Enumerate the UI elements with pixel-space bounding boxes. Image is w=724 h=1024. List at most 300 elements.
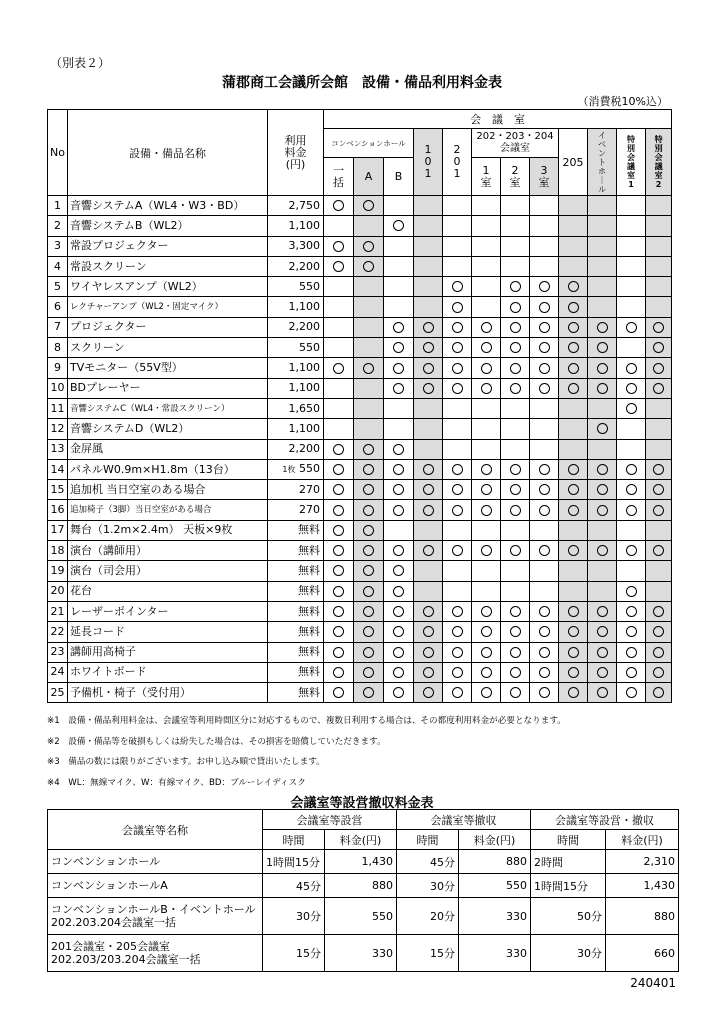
availability-cell — [501, 297, 530, 317]
availability-cell — [324, 581, 354, 601]
availability-cell — [324, 601, 354, 621]
availability-cell — [501, 317, 530, 337]
availability-cell — [354, 581, 384, 601]
available-mark-icon — [653, 505, 664, 516]
available-mark-icon — [653, 687, 664, 698]
availability-cell — [472, 561, 501, 581]
availability-cell — [443, 419, 472, 439]
availability-cell — [414, 256, 443, 276]
both-fee: 880 — [606, 898, 679, 935]
note-1: ※1 設備・備品利用料金は、会議室等利用時間区分に対応するもので、複数日利用する場合は、その都度利用料金が必要となります。 — [47, 716, 566, 726]
row-item-name: 演台（講師用） — [68, 541, 268, 561]
availability-cell — [559, 500, 588, 520]
available-mark-icon — [393, 565, 404, 576]
availability-cell — [559, 459, 588, 479]
row-fee: 無料 — [268, 581, 324, 601]
availability-cell — [530, 541, 559, 561]
availability-cell — [501, 541, 530, 561]
availability-cell — [501, 378, 530, 398]
availability-cell — [646, 398, 672, 418]
availability-cell — [530, 520, 559, 540]
availability-cell — [443, 581, 472, 601]
availability-cell — [501, 480, 530, 500]
availability-cell — [443, 439, 472, 459]
setup-table-title: 会議室等設営撤収料金表 — [290, 796, 434, 811]
availability-cell — [530, 439, 559, 459]
row-item-name: ワイヤレスアンプ（WL2） — [68, 277, 268, 297]
available-mark-icon — [393, 505, 404, 516]
available-mark-icon — [626, 687, 637, 698]
availability-cell — [472, 662, 501, 682]
equipment-row — [48, 277, 672, 297]
availability-cell — [443, 459, 472, 479]
availability-cell — [324, 277, 354, 297]
availability-cell — [501, 601, 530, 621]
availability-cell — [501, 520, 530, 540]
availability-cell — [443, 378, 472, 398]
row-fee: 1,100 — [268, 419, 324, 439]
available-mark-icon — [597, 322, 608, 333]
availability-cell — [414, 419, 443, 439]
available-mark-icon — [626, 505, 637, 516]
availability-cell — [354, 480, 384, 500]
availability-cell — [443, 520, 472, 540]
header-conv-a: A — [354, 158, 384, 196]
availability-cell — [384, 398, 414, 418]
availability-cell — [443, 196, 472, 216]
row-fee: 550 — [268, 338, 324, 358]
row-fee: 無料 — [268, 622, 324, 642]
availability-cell — [384, 683, 414, 703]
availability-cell — [588, 683, 617, 703]
equipment-row — [48, 439, 672, 459]
available-mark-icon — [539, 342, 550, 353]
availability-cell — [530, 277, 559, 297]
availability-cell — [530, 683, 559, 703]
availability-cell — [384, 541, 414, 561]
availability-cell — [384, 662, 414, 682]
available-mark-icon — [481, 647, 492, 658]
available-mark-icon — [626, 626, 637, 637]
available-mark-icon — [452, 363, 463, 374]
available-mark-icon — [626, 545, 637, 556]
availability-cell — [501, 338, 530, 358]
both-time: 50分 — [531, 898, 606, 935]
availability-cell — [384, 581, 414, 601]
availability-cell — [384, 500, 414, 520]
availability-cell — [384, 338, 414, 358]
available-mark-icon — [539, 383, 550, 394]
availability-cell — [530, 500, 559, 520]
row-item-name: 音響システムD（WL2） — [68, 419, 268, 439]
available-mark-icon — [568, 484, 579, 495]
both-time: 30分 — [531, 935, 606, 972]
availability-cell — [530, 561, 559, 581]
availability-cell — [559, 419, 588, 439]
availability-cell — [443, 662, 472, 682]
equipment-row — [48, 398, 672, 418]
available-mark-icon — [597, 505, 608, 516]
availability-cell — [472, 439, 501, 459]
availability-cell — [354, 459, 384, 479]
equipment-row — [48, 622, 672, 642]
row-fee: 2,200 — [268, 317, 324, 337]
availability-cell — [530, 196, 559, 216]
availability-cell — [646, 419, 672, 439]
availability-cell — [588, 500, 617, 520]
availability-cell — [559, 378, 588, 398]
availability-cell — [588, 398, 617, 418]
row-no: 24 — [48, 662, 68, 682]
row-item-name: レクチャーアンプ（WL2・固定マイク） — [68, 297, 268, 317]
header-room-2-text: 2 室 — [509, 163, 521, 189]
available-mark-icon — [333, 261, 344, 272]
available-mark-icon — [510, 363, 521, 374]
header-room-3 — [530, 158, 559, 196]
available-mark-icon — [626, 647, 637, 658]
available-mark-icon — [452, 505, 463, 516]
availability-cell — [354, 439, 384, 459]
row-fee: 1,650 — [268, 398, 324, 418]
row-fee: 無料 — [268, 601, 324, 621]
equipment-row — [48, 683, 672, 703]
availability-cell — [646, 338, 672, 358]
availability-cell — [443, 317, 472, 337]
available-mark-icon — [539, 484, 550, 495]
row-no: 6 — [48, 297, 68, 317]
availability-cell — [324, 317, 354, 337]
available-mark-icon — [452, 464, 463, 475]
availability-cell — [354, 642, 384, 662]
available-mark-icon — [653, 545, 664, 556]
availability-cell — [324, 683, 354, 703]
available-mark-icon — [363, 200, 374, 211]
availability-cell — [324, 642, 354, 662]
available-mark-icon — [393, 464, 404, 475]
available-mark-icon — [597, 687, 608, 698]
available-mark-icon — [597, 464, 608, 475]
availability-cell — [443, 338, 472, 358]
availability-cell — [646, 378, 672, 398]
row-fee: 無料 — [268, 683, 324, 703]
availability-cell — [617, 480, 646, 500]
availability-cell — [414, 662, 443, 682]
availability-cell — [324, 520, 354, 540]
available-mark-icon — [597, 545, 608, 556]
availability-cell — [472, 236, 501, 256]
header-room-2 — [501, 158, 530, 196]
available-mark-icon — [393, 586, 404, 597]
available-mark-icon — [597, 667, 608, 678]
row-no: 14 — [48, 459, 68, 479]
header-event-hall — [588, 129, 617, 196]
available-mark-icon — [568, 606, 579, 617]
row-no: 7 — [48, 317, 68, 337]
setup-rows — [48, 850, 679, 972]
availability-cell — [324, 236, 354, 256]
availability-cell — [472, 277, 501, 297]
availability-cell — [324, 378, 354, 398]
availability-cell — [443, 297, 472, 317]
availability-cell — [384, 216, 414, 236]
page-title: 蒲郡商工会議所会館 設備・備品利用料金表 — [222, 75, 502, 91]
available-mark-icon — [568, 626, 579, 637]
available-mark-icon — [510, 302, 521, 313]
available-mark-icon — [393, 342, 404, 353]
availability-cell — [414, 378, 443, 398]
available-mark-icon — [452, 687, 463, 698]
available-mark-icon — [423, 363, 434, 374]
header-special-room-1 — [617, 129, 646, 196]
availability-cell — [530, 622, 559, 642]
available-mark-icon — [597, 423, 608, 434]
availability-cell — [472, 581, 501, 601]
equipment-row — [48, 581, 672, 601]
row-fee: 1,100 — [268, 297, 324, 317]
availability-cell — [384, 642, 414, 662]
availability-cell — [588, 256, 617, 276]
equipment-row — [48, 500, 672, 520]
available-mark-icon — [653, 484, 664, 495]
availability-cell — [443, 277, 472, 297]
available-mark-icon — [363, 484, 374, 495]
available-mark-icon — [393, 606, 404, 617]
availability-cell — [559, 317, 588, 337]
availability-cell — [646, 601, 672, 621]
available-mark-icon — [568, 302, 579, 313]
available-mark-icon — [653, 626, 664, 637]
availability-cell — [354, 358, 384, 378]
row-no: 8 — [48, 338, 68, 358]
teardown-fee: 330 — [459, 898, 531, 935]
row-fee — [268, 459, 324, 479]
availability-cell — [617, 541, 646, 561]
available-mark-icon — [393, 363, 404, 374]
available-mark-icon — [653, 606, 664, 617]
availability-cell — [501, 561, 530, 581]
availability-cell — [617, 358, 646, 378]
equipment-row — [48, 358, 672, 378]
availability-cell — [559, 236, 588, 256]
available-mark-icon — [363, 687, 374, 698]
availability-cell — [501, 642, 530, 662]
row-item-name: 延長コード — [68, 622, 268, 642]
availability-cell — [646, 500, 672, 520]
availability-cell — [384, 236, 414, 256]
availability-cell — [559, 196, 588, 216]
available-mark-icon — [363, 505, 374, 516]
notes — [47, 711, 566, 793]
both-header-fee: 料金(円) — [606, 830, 679, 850]
availability-cell — [354, 338, 384, 358]
available-mark-icon — [452, 322, 463, 333]
availability-cell — [588, 317, 617, 337]
header-room-101 — [414, 129, 443, 196]
row-no: 25 — [48, 683, 68, 703]
availability-cell — [443, 561, 472, 581]
available-mark-icon — [653, 383, 664, 394]
availability-cell — [646, 480, 672, 500]
row-item-name: 音響システムC（WL4・常設スクリーン） — [68, 398, 268, 418]
available-mark-icon — [653, 363, 664, 374]
available-mark-icon — [423, 484, 434, 495]
setup-row — [48, 850, 679, 874]
available-mark-icon — [333, 545, 344, 556]
row-no: 12 — [48, 419, 68, 439]
available-mark-icon — [597, 383, 608, 394]
available-mark-icon — [597, 484, 608, 495]
availability-cell — [646, 256, 672, 276]
available-mark-icon — [510, 667, 521, 678]
availability-cell — [384, 601, 414, 621]
row-no: 1 — [48, 196, 68, 216]
availability-cell — [617, 601, 646, 621]
availability-cell — [646, 459, 672, 479]
availability-cell — [588, 338, 617, 358]
availability-cell — [324, 398, 354, 418]
available-mark-icon — [333, 626, 344, 637]
availability-cell — [414, 500, 443, 520]
setup-header-teardown: 会議室等撤収 — [397, 810, 531, 830]
available-mark-icon — [333, 667, 344, 678]
availability-cell — [472, 338, 501, 358]
row-no: 4 — [48, 256, 68, 276]
available-mark-icon — [333, 484, 344, 495]
availability-cell — [324, 662, 354, 682]
row-fee: 3,300 — [268, 236, 324, 256]
availability-cell — [472, 196, 501, 216]
availability-cell — [617, 459, 646, 479]
equipment-row — [48, 662, 672, 682]
availability-cell — [501, 236, 530, 256]
setup-room-name: コンベンションホールB・イベントホール 202.203.204会議室一括 — [48, 898, 263, 935]
row-no: 3 — [48, 236, 68, 256]
available-mark-icon — [510, 464, 521, 475]
available-mark-icon — [363, 363, 374, 374]
availability-cell — [501, 398, 530, 418]
both-fee: 660 — [606, 935, 679, 972]
row-fee: 無料 — [268, 561, 324, 581]
available-mark-icon — [333, 200, 344, 211]
teardown-fee: 880 — [459, 850, 531, 874]
availability-cell — [559, 622, 588, 642]
available-mark-icon — [363, 647, 374, 658]
available-mark-icon — [626, 322, 637, 333]
available-mark-icon — [481, 505, 492, 516]
setup-header-fee: 料金(円) — [325, 830, 397, 850]
availability-cell — [354, 277, 384, 297]
availability-cell — [617, 642, 646, 662]
available-mark-icon — [539, 647, 550, 658]
availability-cell — [530, 662, 559, 682]
header-room-1-text: 1 室 — [480, 163, 492, 189]
availability-cell — [324, 256, 354, 276]
availability-cell — [559, 358, 588, 378]
available-mark-icon — [481, 667, 492, 678]
availability-cell — [414, 297, 443, 317]
header-fee — [268, 110, 324, 196]
row-item-name: 講師用高椅子 — [68, 642, 268, 662]
availability-cell — [384, 317, 414, 337]
available-mark-icon — [539, 363, 550, 374]
available-mark-icon — [481, 626, 492, 637]
availability-cell — [354, 216, 384, 236]
teardown-time: 15分 — [397, 935, 459, 972]
available-mark-icon — [363, 241, 374, 252]
available-mark-icon — [393, 667, 404, 678]
available-mark-icon — [510, 647, 521, 658]
available-mark-icon — [626, 606, 637, 617]
availability-cell — [646, 662, 672, 682]
header-special-room-2-text: 特 別 会 議 室 2 — [654, 135, 663, 189]
availability-cell — [646, 439, 672, 459]
availability-cell — [617, 236, 646, 256]
availability-cell — [354, 196, 384, 216]
availability-cell — [617, 317, 646, 337]
header-no: No — [48, 110, 68, 196]
availability-cell — [588, 378, 617, 398]
available-mark-icon — [452, 281, 463, 292]
available-mark-icon — [423, 505, 434, 516]
availability-cell — [530, 378, 559, 398]
available-mark-icon — [539, 606, 550, 617]
header-event-hall-text: イ ベ ン ト ホ ｜ ル — [598, 130, 606, 194]
row-no: 23 — [48, 642, 68, 662]
availability-cell — [646, 216, 672, 236]
availability-cell — [384, 480, 414, 500]
availability-cell — [617, 683, 646, 703]
availability-cell — [472, 256, 501, 276]
availability-cell — [646, 297, 672, 317]
availability-cell — [472, 358, 501, 378]
availability-cell — [354, 561, 384, 581]
available-mark-icon — [481, 363, 492, 374]
header-name: 設備・備品名称 — [68, 110, 268, 196]
available-mark-icon — [510, 484, 521, 495]
available-mark-icon — [568, 342, 579, 353]
available-mark-icon — [393, 220, 404, 231]
availability-cell — [530, 398, 559, 418]
row-fee: 270 — [268, 480, 324, 500]
setup-header-time: 時間 — [263, 830, 325, 850]
availability-cell — [443, 622, 472, 642]
row-item-name: プロジェクター — [68, 317, 268, 337]
available-mark-icon — [452, 647, 463, 658]
available-mark-icon — [333, 505, 344, 516]
availability-cell — [501, 256, 530, 276]
available-mark-icon — [510, 342, 521, 353]
header-conv-b: B — [384, 158, 414, 196]
availability-cell — [588, 601, 617, 621]
availability-cell — [472, 520, 501, 540]
availability-cell — [472, 398, 501, 418]
availability-cell — [530, 642, 559, 662]
availability-cell — [354, 419, 384, 439]
setup-fee: 330 — [325, 935, 397, 972]
availability-cell — [646, 236, 672, 256]
row-fee: 1,100 — [268, 358, 324, 378]
available-mark-icon — [333, 444, 344, 455]
row-no: 13 — [48, 439, 68, 459]
availability-cell — [414, 541, 443, 561]
both-time: 1時間15分 — [531, 874, 606, 898]
header-conv-ikkatsu — [324, 158, 354, 196]
availability-cell — [324, 459, 354, 479]
teardown-header-fee: 料金(円) — [459, 830, 531, 850]
available-mark-icon — [568, 505, 579, 516]
availability-cell — [384, 297, 414, 317]
available-mark-icon — [423, 322, 434, 333]
